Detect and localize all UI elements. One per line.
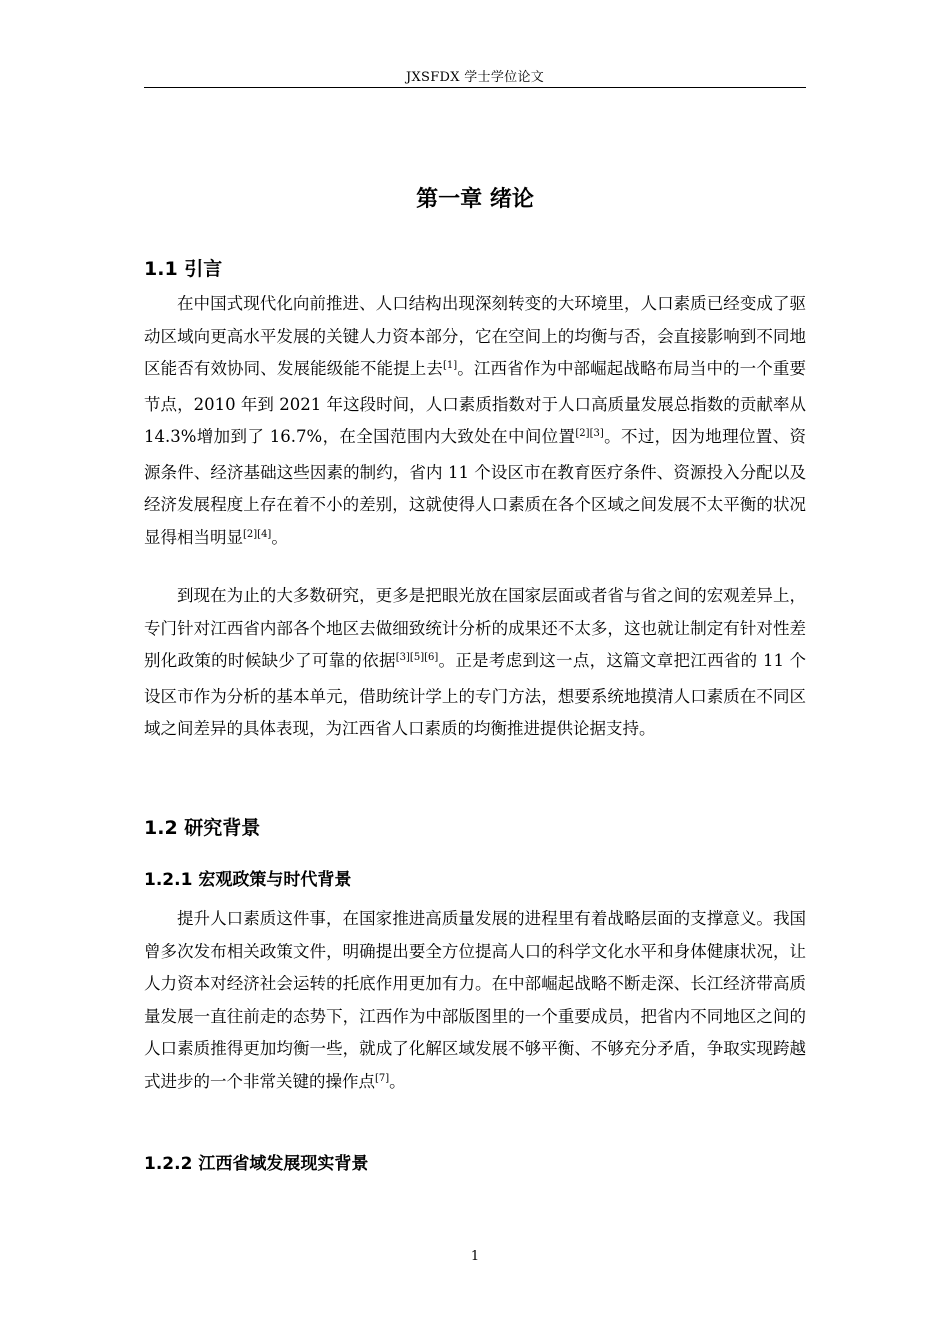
citation-ref[interactable]: [3][5][6] (395, 652, 439, 663)
paragraph-introduction-1 (144, 288, 806, 557)
citation-ref[interactable]: [2][4] (243, 528, 272, 540)
citation-ref[interactable]: [7] (375, 1072, 390, 1084)
paragraph-text: 。 (271, 527, 288, 547)
chapter-title: 第一章 绪论 (416, 187, 534, 212)
paragraph-text: 。江西省作为中部崛起战略布局当中的一个重要节点，2010 年到 2021 年这段时间，人口素质指数对于人口高质量发展总指数的贡献率从 14.3%增加到了 16.7%，在全国范围内大致处在中间位置 (144, 359, 807, 446)
citation-ref[interactable]: [1] (443, 360, 458, 371)
section-heading-1-2: 1.2 研究背景 (144, 817, 261, 839)
paragraph-introduction-2 (144, 580, 806, 746)
header-rule (144, 87, 806, 88)
running-header: JXSFDX 学士学位论文 (405, 70, 545, 85)
paragraph-text: 在中国式现代化向前推进、人口结构出现深刻转变的大环境里，人口素质已经变成了驱动区域向更高水平发展的关键人力资本部分，它在空间上的均衡与否，会直接影响到不同地区能否有效协同、发展能级能不能提上去 (144, 294, 806, 378)
citation-ref[interactable]: [2][3] (575, 428, 604, 439)
paragraph-text: 提升人口素质这件事，在国家推进高质量发展的进程里有着战略层面的支撑意义。我国曾多次发布相关政策文件，明确提出要全方位提高人口的科学文化水平和身体健康状况，让人力资本对经济社会运转的托底作用更加有力。在中部崛起战略不断走深、长江经济带高质量发展一直往前走的态势下，江西作为中部版图里的一个重要成员，把省内不同地区之间的人口素质推得更加均衡一些，就成了化解区域发展不够平衡、不够充分矛盾，争取实现跨越式进步的一个非常关键的操作点 (144, 909, 806, 1091)
paragraph-policy-background (144, 903, 806, 1101)
section-heading-1-2-2: 1.2.2 江西省域发展现实背景 (144, 1154, 369, 1174)
paragraph-text: 到现在为止的大多数研究，更多是把眼光放在国家层面或者省与省之间的宏观差异上，专门针对江西省内部各个地区去做细致统计分析的成果还不太多，这也就让制定有针对性差别化政策的时候缺少了可靠的依据 (144, 586, 806, 670)
page-number: 1 (470, 1249, 480, 1264)
section-heading-1-1: 1.1 引言 (144, 258, 223, 280)
section-heading-1-2-1: 1.2.1 宏观政策与时代背景 (144, 870, 352, 890)
paragraph-text: 。正是考虑到这一点，这篇文章把江西省的 11 个设区市作为分析的基本单元，借助统计学上的专门方法，想要系统地摸清人口素质在不同区域之间差异的具体表现，为江西省人口素质的均衡推进提供论据支持。 (144, 651, 806, 738)
paragraph-text: 。不过，因为地理位置、资源条件、经济基础这些因素的制约，省内 11 个设区市在教育医疗条件、资源投入分配以及经济发展程度上存在着不小的差别，这就使得人口素质在各个区域之间发展不太平衡的状况显得相当明显 (144, 427, 807, 547)
paragraph-text: 。 (389, 1071, 406, 1091)
